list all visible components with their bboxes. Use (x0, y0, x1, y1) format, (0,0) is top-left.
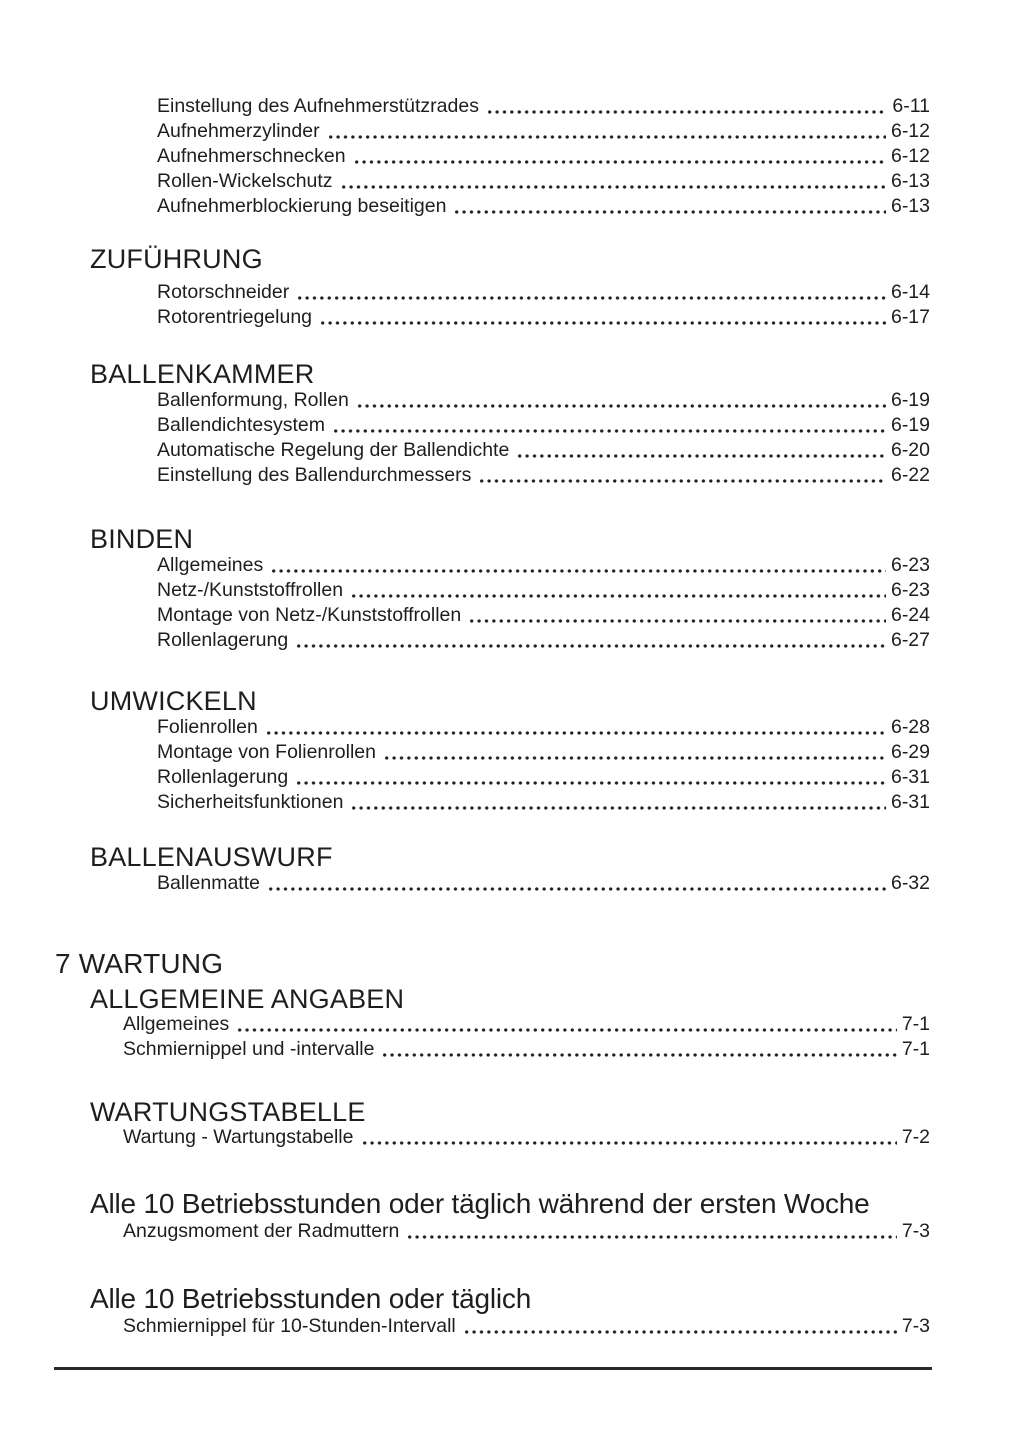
toc-entry (157, 765, 930, 790)
toc-entry-page: 7-2 (901, 1126, 930, 1148)
toc-entry-title: Rotorentriegelung (157, 306, 313, 328)
toc-entry (157, 305, 930, 330)
toc-entry-page: 6-19 (890, 389, 930, 411)
dot-leader (383, 755, 886, 761)
toc-entry-page: 6-12 (890, 145, 930, 167)
toc-entry-title: Automatische Regelung der Ballendichte (157, 439, 510, 461)
toc-entry-page: 6-12 (890, 120, 930, 142)
dot-leader (353, 159, 886, 165)
toc-group-binden (157, 553, 930, 653)
dot-leader (332, 428, 886, 434)
toc-entry-title: Rollen-Wickelschutz (157, 170, 333, 192)
toc-entry-page: 6-19 (890, 414, 930, 436)
section-title-alle-10-erste-woche: Alle 10 Betriebsstunden oder täglich während der ersten Woche (90, 1188, 870, 1219)
dot-leader (267, 886, 886, 892)
toc-entry-page: 7-3 (901, 1220, 930, 1242)
toc-entry-page: 6-13 (890, 195, 930, 217)
toc-entry-title: Schmiernippel für 10-Stunden-Intervall (123, 1315, 456, 1337)
section-title-wartungstabelle: WARTUNGSTABELLE (90, 1097, 366, 1127)
toc-entry (157, 628, 930, 653)
toc-entry-page: 7-1 (901, 1013, 930, 1035)
toc-entry-page: 6-32 (890, 872, 930, 894)
dot-leader (478, 478, 886, 484)
toc-entry (157, 438, 930, 463)
toc-entry-page: 6-22 (890, 464, 930, 486)
toc-entry (157, 463, 930, 488)
dot-leader (319, 320, 886, 326)
toc-entry (123, 1314, 930, 1339)
toc-entry (157, 280, 930, 305)
toc-entry-title: Montage von Folienrollen (157, 741, 376, 763)
toc-entry-title: Einstellung des Aufnehmerstützrades (157, 95, 479, 117)
toc-entry (157, 578, 930, 603)
dot-leader (327, 134, 886, 140)
toc-entry-title: Rollenlagerung (157, 629, 289, 651)
toc-entry-page: 6-28 (890, 716, 930, 738)
section-title-binden: BINDEN (90, 524, 194, 554)
toc-group-alle-10-taeglich (123, 1314, 930, 1339)
dot-leader (381, 1052, 896, 1058)
toc-entry (157, 715, 930, 740)
toc-entry-title: Folienrollen (157, 716, 258, 738)
section-title-alle-10-taeglich: Alle 10 Betriebsstunden oder täglich (90, 1283, 532, 1314)
dot-leader (350, 805, 886, 811)
toc-entry (157, 94, 930, 119)
toc-entry-page: 6-24 (890, 604, 930, 626)
dot-leader (463, 1329, 897, 1335)
toc-entry-page: 6-23 (890, 554, 930, 576)
toc-entry-page: 6-31 (890, 791, 930, 813)
toc-entry-page: 6-17 (890, 306, 930, 328)
toc-entry-page: 6-27 (890, 629, 930, 651)
dot-leader (486, 109, 887, 115)
toc-entry-title: Netz-/Kunststoffrollen (157, 579, 344, 601)
dot-leader (350, 593, 886, 599)
toc-entry-title: Rotorschneider (157, 281, 290, 303)
dot-leader (295, 643, 886, 649)
dot-leader (468, 618, 886, 624)
toc-entry-title: Ballendichtesystem (157, 414, 325, 436)
toc-entry-page: 6-31 (890, 766, 930, 788)
toc-group-aufnehmer-continued (157, 94, 930, 219)
toc-entry (123, 1012, 930, 1037)
toc-entry-title: Aufnehmerzylinder (157, 120, 320, 142)
toc-group-ballenauswurf (157, 871, 930, 896)
toc-entry-title: Anzugsmoment der Radmuttern (123, 1220, 400, 1242)
dot-leader (356, 403, 886, 409)
chapter-title-wartung: 7 WARTUNG (55, 948, 224, 979)
toc-entry (157, 194, 930, 219)
section-title-allgemeine-angaben: ALLGEMEINE ANGABEN (90, 984, 405, 1014)
dot-leader (296, 295, 886, 301)
toc-entry-page: 7-3 (901, 1315, 930, 1337)
section-title-ballenauswurf: BALLENAUSWURF (90, 842, 333, 872)
toc-entry (157, 413, 930, 438)
dot-leader (361, 1140, 897, 1146)
toc-entry-title: Rollenlagerung (157, 766, 289, 788)
toc-entry-page: 6-23 (890, 579, 930, 601)
dot-leader (270, 568, 886, 574)
toc-entry-title: Allgemeines (123, 1013, 230, 1035)
toc-group-umwickeln (157, 715, 930, 815)
section-title-umwickeln: UMWICKELN (90, 686, 257, 716)
dot-leader (516, 453, 886, 459)
toc-entry-title: Wartung - Wartungstabelle (123, 1126, 354, 1148)
toc-entry (157, 603, 930, 628)
toc-entry-title: Montage von Netz-/Kunststoffrollen (157, 604, 462, 626)
dot-leader (406, 1234, 896, 1240)
dot-leader (236, 1027, 897, 1033)
dot-leader (453, 209, 886, 215)
toc-entry (123, 1037, 930, 1062)
toc-entry (123, 1125, 930, 1150)
toc-entry (157, 169, 930, 194)
toc-entry-title: Ballenmatte (157, 872, 260, 894)
toc-group-alle-10-erste-woche (123, 1219, 930, 1244)
toc-entry (157, 790, 930, 815)
toc-entry-title: Einstellung des Ballendurchmessers (157, 464, 472, 486)
section-title-ballenkammer: BALLENKAMMER (90, 359, 315, 389)
dot-leader (265, 730, 886, 736)
section-title-zufuehrung: ZUFÜHRUNG (90, 244, 263, 274)
dot-leader (340, 184, 886, 190)
toc-entry-page: 6-20 (890, 439, 930, 461)
toc-group-ballenkammer (157, 388, 930, 488)
toc-entry (157, 740, 930, 765)
footer-divider (54, 1367, 932, 1370)
toc-entry-page: 6-13 (890, 170, 930, 192)
toc-group-zufuehrung (157, 280, 930, 330)
toc-entry-title: Schmiernippel und -intervalle (123, 1038, 375, 1060)
toc-entry-page: 7-1 (901, 1038, 930, 1060)
toc-entry-title: Sicherheitsfunktionen (157, 791, 344, 813)
toc-entry (157, 388, 930, 413)
toc-entry (123, 1219, 930, 1244)
toc-entry-title: Ballenformung, Rollen (157, 389, 349, 411)
toc-group-allgemeine-angaben (123, 1012, 930, 1062)
toc-group-wartungstabelle (123, 1125, 930, 1150)
toc-entry-title: Allgemeines (157, 554, 264, 576)
dot-leader (295, 780, 886, 786)
toc-entry (157, 119, 930, 144)
toc-entry-title: Aufnehmerblockierung beseitigen (157, 195, 447, 217)
toc-entry (157, 553, 930, 578)
toc-entry-page: 6-11 (892, 95, 930, 117)
toc-entry-page: 6-29 (890, 741, 930, 763)
toc-entry-page: 6-14 (890, 281, 930, 303)
toc-entry (157, 144, 930, 169)
toc-entry (157, 871, 930, 896)
toc-entry-title: Aufnehmerschnecken (157, 145, 346, 167)
